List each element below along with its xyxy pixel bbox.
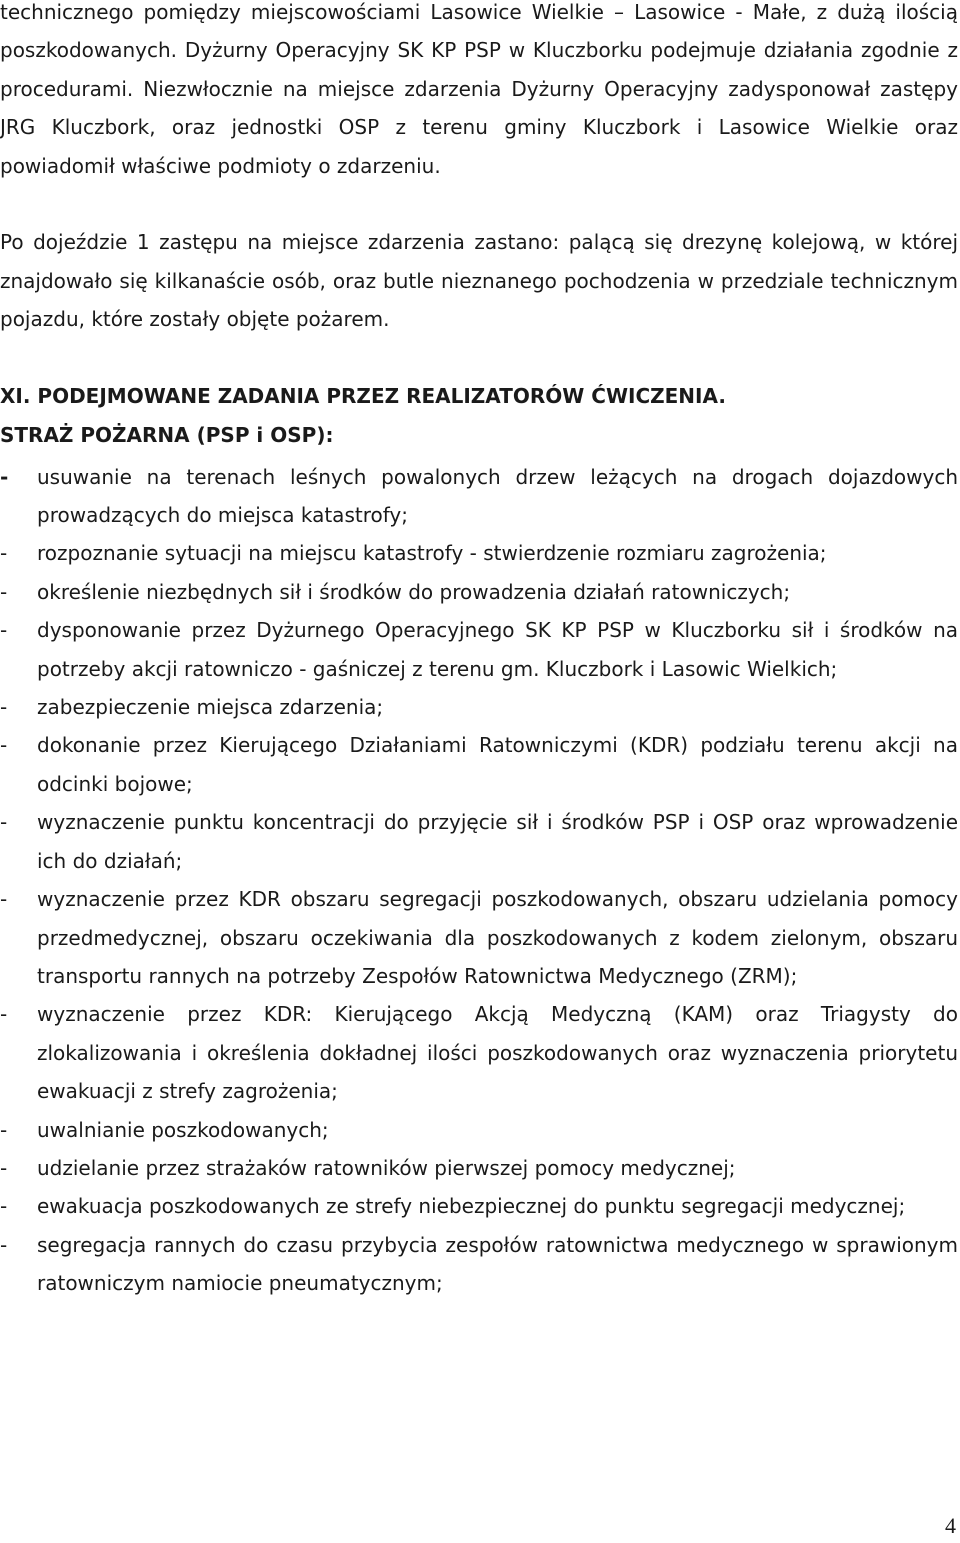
list-item-text: dokonanie przez Kierującego Działaniami Ratowniczymi (KDR) podziału terenu akcji na odcinki bojowe;: [37, 733, 958, 796]
list-item: [0, 534, 958, 572]
list-item: [0, 1187, 958, 1225]
list-item: [0, 803, 958, 880]
section-subheading: STRAŻ POŻARNA (PSP i OSP):: [0, 422, 334, 447]
list-item-text: określenie niezbędnych sił i środków do prowadzenia działań ratowniczych;: [37, 579, 791, 604]
list-item: [0, 688, 958, 726]
list-item-text: wyznaczenie przez KDR: Kierującego Akcją Medyczną (KAM) oraz Triagysty do zlokalizowania i określenia dokładnej ilości poszkodowanych oraz wyznaczenia priorytetu ewakuacji z strefy zagrożenia;: [37, 1002, 958, 1104]
list-dash: -: [0, 1155, 8, 1180]
list-item: [0, 1149, 958, 1187]
list-item-text: wyznaczenie punktu koncentracji do przyjęcie sił i środków PSP i OSP oraz wprowadzenie ich do działań;: [37, 810, 958, 873]
list-dash: -: [0, 1117, 8, 1142]
list-dash: -: [0, 810, 8, 835]
list-item-text: udzielanie przez strażaków ratowników pierwszej pomocy medycznej;: [37, 1155, 736, 1180]
list-item-text: ewakuacja poszkodowanych ze strefy niebezpiecznej do punktu segregacji medycznej;: [37, 1194, 906, 1219]
list-item-text: usuwanie na terenach leśnych powalonych drzew leżących na drogach dojazdowych prowadzących do miejsca katastrofy;: [37, 464, 958, 528]
list-dash: -: [0, 618, 8, 643]
arrival-paragraph: Po dojeździe 1 zastępu na miejsce zdarzenia zastano: palącą się drezynę kolejową, w której znajdowało się kilkanaście osób, oraz butle nieznanego pochodzenia w przedziale technicznym pojazdu, które zostały objęte pożarem.: [0, 230, 958, 332]
list-dash: -: [0, 464, 9, 489]
list-dash: -: [0, 1194, 8, 1219]
list-item-text: rozpoznanie sytuacji na miejscu katastrofy - stwierdzenie rozmiaru zagrożenia;: [37, 541, 827, 566]
list-dash: -: [0, 733, 8, 758]
list-item-text: zabezpieczenie miejsca zdarzenia;: [37, 695, 384, 720]
list-item-text: uwalnianie poszkodowanych;: [37, 1117, 329, 1142]
section-heading: XI. PODEJMOWANE ZADANIA PRZEZ REALIZATORÓW ĆWICZENIA.: [0, 383, 726, 408]
list-item: [0, 611, 958, 688]
list-item: [0, 880, 958, 995]
list-dash: -: [0, 579, 8, 604]
list-item: [0, 1111, 958, 1149]
page-number: 4: [945, 1513, 956, 1538]
list-item: [0, 726, 958, 803]
list-item: [0, 1226, 958, 1303]
task-list: [0, 458, 958, 1303]
list-item-text: wyznaczenie przez KDR obszaru segregacji poszkodowanych, obszaru udzielania pomocy przedmedycznej, obszaru oczekiwania dla poszkodowanych z kodem zielonym, obszaru transportu rannych na potrzeby Zespołów Ratownictwa Medycznego (ZRM);: [37, 887, 958, 988]
intro-paragraph: technicznego pomiędzy miejscowościami Lasowice Wielkie – Lasowice - Małe, z dużą ilością poszkodowanych. Dyżurny Operacyjny SK KP PSP w Kluczborku podejmuje działania zgodnie z procedurami. Niezwłocznie na miejsce zdarzenia Dyżurny Operacyjny zadysponował zastępy JRG Kluczbork, oraz jednostki OSP z terenu gminy Kluczbork i Lasowice Wielkie oraz powiadomił właściwe podmioty o zdarzeniu.: [0, 0, 958, 178]
list-dash: -: [0, 541, 8, 566]
list-dash: -: [0, 1002, 8, 1027]
list-item-text: dysponowanie przez Dyżurnego Operacyjnego SK KP PSP w Kluczborku sił i środków na potrzeby akcji ratowniczo - gaśniczej z terenu gm. Kluczbork i Lasowic Wielkich;: [37, 618, 958, 681]
list-dash: -: [0, 1232, 8, 1257]
list-dash: -: [0, 695, 8, 720]
list-item-text: segregacja rannych do czasu przybycia zespołów ratownictwa medycznego w sprawionym ratowniczym namiocie pneumatycznym;: [37, 1232, 958, 1296]
list-item: [0, 995, 958, 1110]
list-item: [0, 573, 958, 611]
list-dash: -: [0, 887, 8, 912]
list-item: [0, 458, 958, 535]
